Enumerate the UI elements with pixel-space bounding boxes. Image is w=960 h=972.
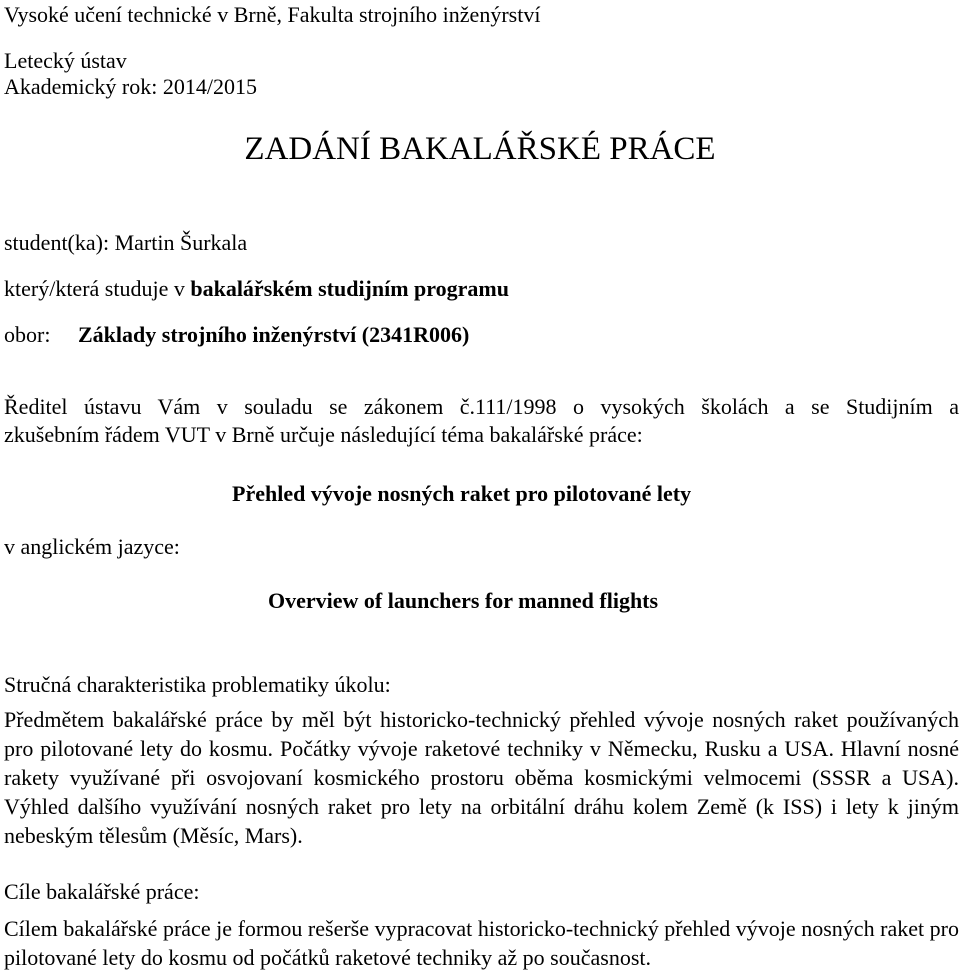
characteristics-text: Předmětem bakalářské práce by měl být historicko-technický přehled vývoje nosných raket používaných pro pilotované lety do kosmu. Počátky vývoje raketové techniky v Německu, Rusku a USA. Hlavní nosné rakety využívané při osvojovaní kosmického prostoru oběma kosmickými velmocemi (SSSR a USA). Výhled dalšího využívání nosných raket pro lety na orbitální dráhu kolem Země (k ISS) i lety k jiným nebeským tělesům (Měsíc, Mars). bbox=[4, 707, 959, 848]
goals-heading: Cíle bakalářské práce: bbox=[4, 879, 200, 904]
student-name: Martin Šurkala bbox=[114, 230, 248, 255]
program-name: bakalářském studijním programu bbox=[190, 276, 509, 301]
topic-english: Overview of launchers for manned flights bbox=[268, 588, 659, 613]
student-label: student(ka): bbox=[4, 230, 110, 255]
intro-line-2: zkušebním řádem VUT v Brně určuje následující téma bakalářské práce: bbox=[4, 422, 643, 447]
english-label: v anglickém jazyce: bbox=[4, 534, 180, 559]
field-name: Základy strojního inženýrství (2341R006) bbox=[78, 322, 470, 347]
intro-line-1: Ředitel ústavu Vám v souladu se zákonem č.111/1998 o vysokých školách a se Studijním a bbox=[4, 394, 959, 419]
program-prefix: který/která studuje v bbox=[4, 276, 185, 301]
field-label: obor: bbox=[4, 322, 51, 347]
page-title: ZADÁNÍ BAKALÁŘSKÉ PRÁCE bbox=[244, 131, 716, 167]
institute-name: Letecký ústav bbox=[4, 48, 127, 73]
academic-year: Akademický rok: 2014/2015 bbox=[4, 74, 257, 99]
topic-czech: Přehled vývoje nosných raket pro pilotované lety bbox=[232, 481, 692, 506]
program-line bbox=[4, 276, 509, 302]
university-name: Vysoké učení technické v Brně, Fakulta strojního inženýrství bbox=[4, 2, 541, 27]
goals-text: Cílem bakalářské práce je formou rešerše vypracovat historicko-technický přehled vývoje nosných raket pro pilotované lety do kosmu od počátků raketové techniky až po současnost. bbox=[4, 916, 959, 970]
characteristics-heading: Stručná charakteristika problematiky úkolu: bbox=[4, 672, 391, 697]
student-line bbox=[4, 230, 247, 256]
